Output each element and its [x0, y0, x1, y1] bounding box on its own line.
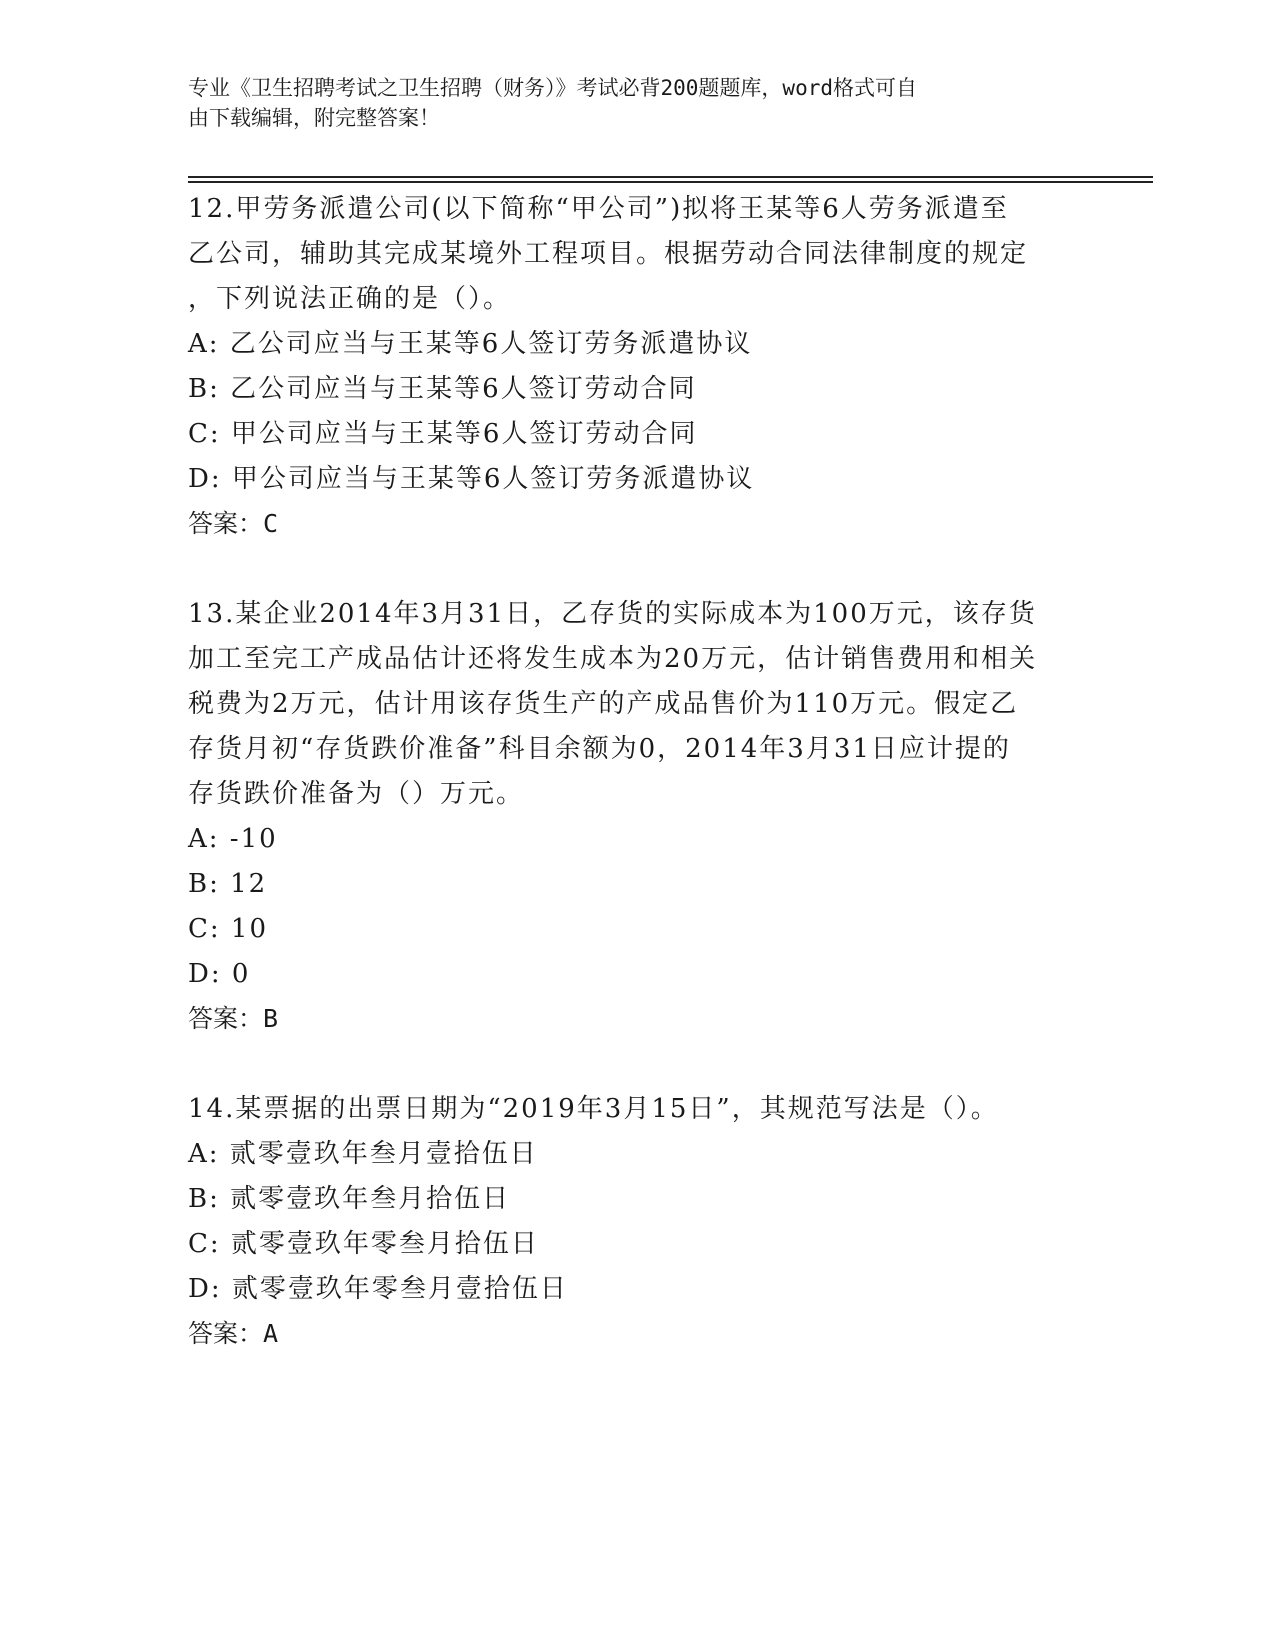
- option-c: C: 甲公司应当与王某等6人签订劳动合同: [188, 419, 698, 449]
- option-d: D: 甲公司应当与王某等6人签订劳务派遣协议: [188, 464, 755, 494]
- option-d: D: 贰零壹玖年零叁月壹拾伍日: [188, 1274, 568, 1304]
- answer: 答案：C: [188, 509, 279, 538]
- question-stem-line: 13.某企业2014年3月31日，乙存货的实际成本为100万元，该存货: [188, 599, 1037, 629]
- question-stem-line: 存货跌价准备为（）万元。: [188, 779, 525, 809]
- header-title-line-1: 专业《卫生招聘考试之卫生招聘（财务）》考试必背200题题库，word格式可自: [188, 76, 917, 100]
- option-a: A: -10: [188, 824, 278, 854]
- option-a: A: 乙公司应当与王某等6人签订劳务派遣协议: [188, 329, 753, 359]
- option-c: C: 贰零壹玖年零叁月拾伍日: [188, 1229, 539, 1259]
- option-b: B: 乙公司应当与王某等6人签订劳动合同: [188, 374, 697, 404]
- option-a: A: 贰零壹玖年叁月壹拾伍日: [188, 1139, 538, 1169]
- question-stem-line: 税费为2万元，估计用该存货生产的产成品售价为110万元。假定乙: [188, 689, 1019, 719]
- question-stem-line: ，下列说法正确的是（）。: [188, 284, 512, 314]
- option-c: C: 10: [188, 914, 269, 944]
- option-b: B: 贰零壹玖年叁月拾伍日: [188, 1184, 511, 1214]
- question-stem-line: 乙公司，辅助其完成某境外工程项目。根据劳动合同法律制度的规定: [188, 239, 1029, 269]
- question-stem-line: 存货月初“存货跌价准备”科目余额为0，2014年3月31日应计提的: [188, 734, 1011, 764]
- answer: 答案：A: [188, 1319, 279, 1348]
- header-rule-bottom: [188, 181, 1153, 183]
- question-stem-line: 加工至完工产成品估计还将发生成本为20万元，估计销售费用和相关: [188, 644, 1038, 674]
- question-stem-line: 12.甲劳务派遣公司(以下简称“甲公司”)拟将王某等6人劳务派遣至: [188, 194, 1009, 224]
- header-rule-top: [188, 176, 1153, 178]
- question-stem-line: 14.某票据的出票日期为“2019年3月15日”，其规范写法是（）。: [188, 1094, 999, 1124]
- option-d: D: 0: [188, 959, 251, 989]
- option-b: B: 12: [188, 869, 268, 899]
- header-title-line-2: 由下载编辑，附完整答案！: [188, 106, 440, 130]
- answer: 答案：B: [188, 1004, 279, 1033]
